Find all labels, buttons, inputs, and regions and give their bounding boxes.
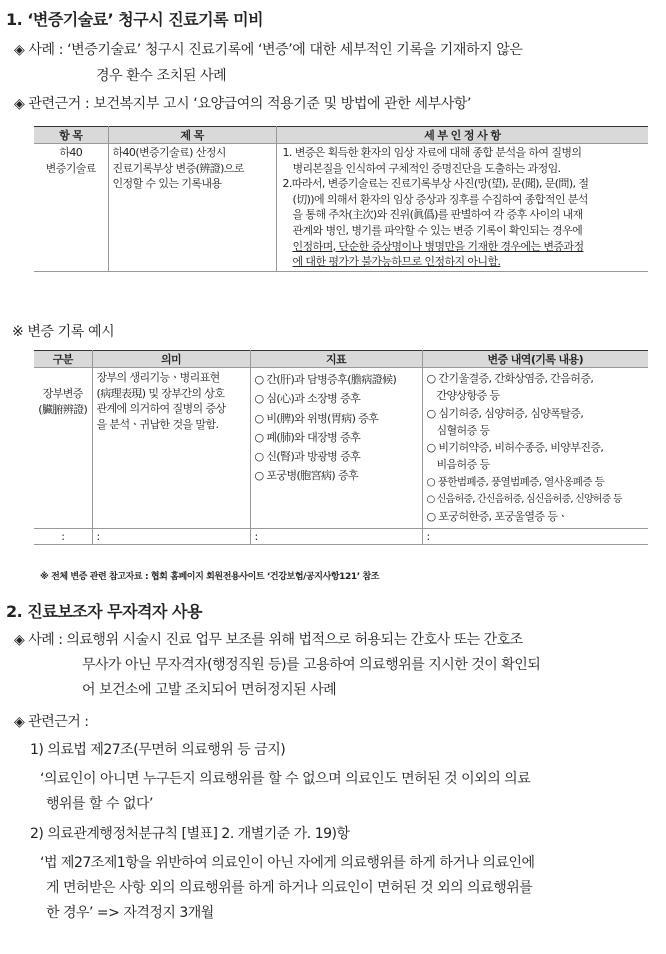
record-item: ○ 간기울결증, 간화상염증, 간음허증, [426, 372, 594, 385]
header-category: 구분 [34, 351, 92, 368]
detail-line-underlined: 에 대한 평가가 불가능하므로 인정하지 아니함. [292, 255, 501, 269]
indicator-cell [250, 368, 422, 529]
meaning-line: 을 분석ㆍ귀납한 것을 말함. [96, 417, 219, 431]
detail-line: 관계와 병인, 병기를 파악할 수 있는 변증 기록이 확인되는 경우에 [292, 223, 583, 237]
section2-case: ◈ 사례 : 의료행위 시술시 진료 업무 보조를 위해 법적으로 허용되는 간호사 또는 간호조 [14, 632, 523, 648]
record-item: ○ 풍한범폐증, 풍열범폐증, 열사옹폐증 등 [426, 475, 605, 488]
detail-line: 1. 변증은 획득한 환자의 임상 자료에 대해 종합 분석을 하여 질병의 [282, 146, 582, 159]
table-row [34, 144, 648, 272]
indicator-item: ○ 비(脾)와 위병(胃病) 증후 [254, 411, 379, 425]
indicator-item: ○ 간(肝)과 담병증후(膽病證候) [254, 373, 397, 386]
indicator-item: ○ 심(心)과 소장병 증후 [254, 392, 361, 406]
record-item: ○ 비기허약증, 비허수종증, 비양부진증, [426, 441, 604, 455]
section1-case: ◈ 사례 : ‘변증기술료’ 청구시 진료기록에 ‘변증’에 대한 세부적인 기록을 기재하지 않은 [14, 42, 523, 58]
title-cell [108, 144, 276, 272]
law1-quote: ‘의료인이 아니면 누구든지 의료행위를 할 수 없으며 의료인도 면허된 것 이외의 의료 [40, 771, 531, 787]
section1-basis: ◈ 관련근거 : 보건복지부 고시 ‘요양급여의 적용기준 및 방법에 관한 세부사항’ [14, 96, 472, 112]
table-row [34, 368, 648, 529]
detail-line: (切))에 의해서 환자의 임상 증상과 징후를 수집하여 종합적인 분석 [292, 192, 588, 206]
law2-quote: ‘법 제27조제1항을 위반하여 의료인이 아닌 자에게 의료행위를 하게 하거나 의료인에 [40, 855, 535, 871]
category-hanja: (臟腑辨證) [38, 402, 88, 416]
law2-quote: 게 면허받은 사항 외의 의료행위를 하게 하거나 의료인이 면허된 것 외의 의료행위를 [46, 880, 533, 896]
example-table [34, 350, 648, 545]
detail-line: 을 통해 주차(主次)와 진위(眞僞)를 판별하여 각 증후 사이의 내재 [292, 208, 583, 222]
law2-quote: 한 경우’ => 자격정지 3개월 [46, 905, 214, 921]
reference-note: ※ 전체 변증 관련 참고자료 : 협회 홈페이지 회원전용사이트 ‘건강보험/공지사항121’ 참조 [40, 572, 380, 582]
record-item: 심혈허증 등 [436, 423, 490, 437]
title-line: 하40(변증기술료) 산정시 [112, 146, 226, 159]
item-cell [34, 144, 108, 272]
header-indicator: 지표 [250, 351, 422, 368]
indicator-item: ○ 포궁병(胞宮病) 증후 [254, 469, 359, 483]
record-item: ○ 신음허증, 간신음허증, 심신음허증, 신양허증 등 [426, 494, 622, 506]
header-record: 변증 내역(기록 내용) [422, 351, 648, 368]
record-cell [422, 368, 648, 529]
law2-title: 2) 의료관계행정처분규칙 [별표] 2. 개별기준 가. 19)항 [30, 826, 350, 842]
category-cell [34, 368, 92, 529]
ellipsis: : [250, 528, 422, 545]
section1-case-cont: 경우 환수 조치된 사례 [96, 68, 227, 84]
meaning-line: (病理表現) 및 장부간의 상호 [96, 386, 225, 400]
ellipsis: : [34, 528, 92, 545]
detail-line-underlined: 인정하며, 단순한 증상명이나 병명만을 기재한 경우에는 변증과정 [292, 239, 584, 253]
detail-line: 병리본질을 인식하여 구체적인 증명진단을 도출하는 과정임. [292, 161, 561, 175]
criteria-table [34, 126, 648, 272]
meaning-line: 장부의 생리기능ㆍ병리표현 [96, 371, 220, 384]
law1-title: 1) 의료법 제27조(무면허 의료행위 등 금지) [30, 742, 286, 758]
item-code: 하40 [59, 146, 83, 159]
indicator-item: ○ 신(腎)과 방광병 증후 [254, 450, 361, 464]
header-item: 항 목 [34, 127, 108, 144]
item-name: 변증기술료 [45, 161, 96, 175]
record-item: 간양상항증 등 [436, 389, 500, 403]
law1-quote: 행위를 할 수 없다’ [46, 796, 153, 812]
ellipsis: : [92, 528, 250, 545]
example-table-header [34, 351, 648, 368]
record-item: ○ 포궁허한증, 포궁울열증 등ㆍ [426, 510, 568, 524]
section1-title: 1. ‘변증기술료’ 청구시 진료기록 미비 [6, 10, 264, 29]
title-line: 인정할 수 있는 기록내용 [112, 177, 222, 191]
meaning-line: 관계에 의거하여 질병의 증상 [96, 402, 226, 416]
section2-case-cont: 무사가 아닌 무자격자(행정직원 등)를 고용하여 의료행위를 지시한 것이 확인되 [82, 657, 541, 673]
section2-case-cont: 어 보건소에 고발 조치되어 면허정지된 사례 [82, 682, 337, 698]
section2-title: 2. 진료보조자 무자격자 사용 [6, 602, 202, 621]
title-line: 진료기록부상 변증(辨證)으로 [112, 161, 244, 175]
section2-basis: ◈ 관련근거 : [14, 714, 89, 730]
criteria-table-header [34, 127, 648, 144]
indicator-item: ○ 폐(肺)와 대장병 증후 [254, 430, 361, 444]
ellipsis-row [34, 528, 648, 545]
record-item: 비음허증 등 [436, 458, 490, 472]
category-name: 장부변증 [42, 387, 83, 400]
ellipsis: : [422, 528, 648, 545]
record-item: ○ 심기허증, 심양허증, 심양폭탈증, [426, 406, 584, 420]
detail-line: 2.따라서, 변증기술료는 진료기록부상 사진(망(望), 문(聞), 문(問), 절 [282, 177, 589, 191]
detail-cell [276, 144, 648, 272]
meaning-cell [92, 368, 250, 529]
header-meaning: 의미 [92, 351, 250, 368]
example-title: ※ 변증 기록 예시 [12, 324, 115, 340]
header-title: 제 목 [108, 127, 276, 144]
header-detail: 세 부 인 정 사 항 [276, 127, 648, 144]
